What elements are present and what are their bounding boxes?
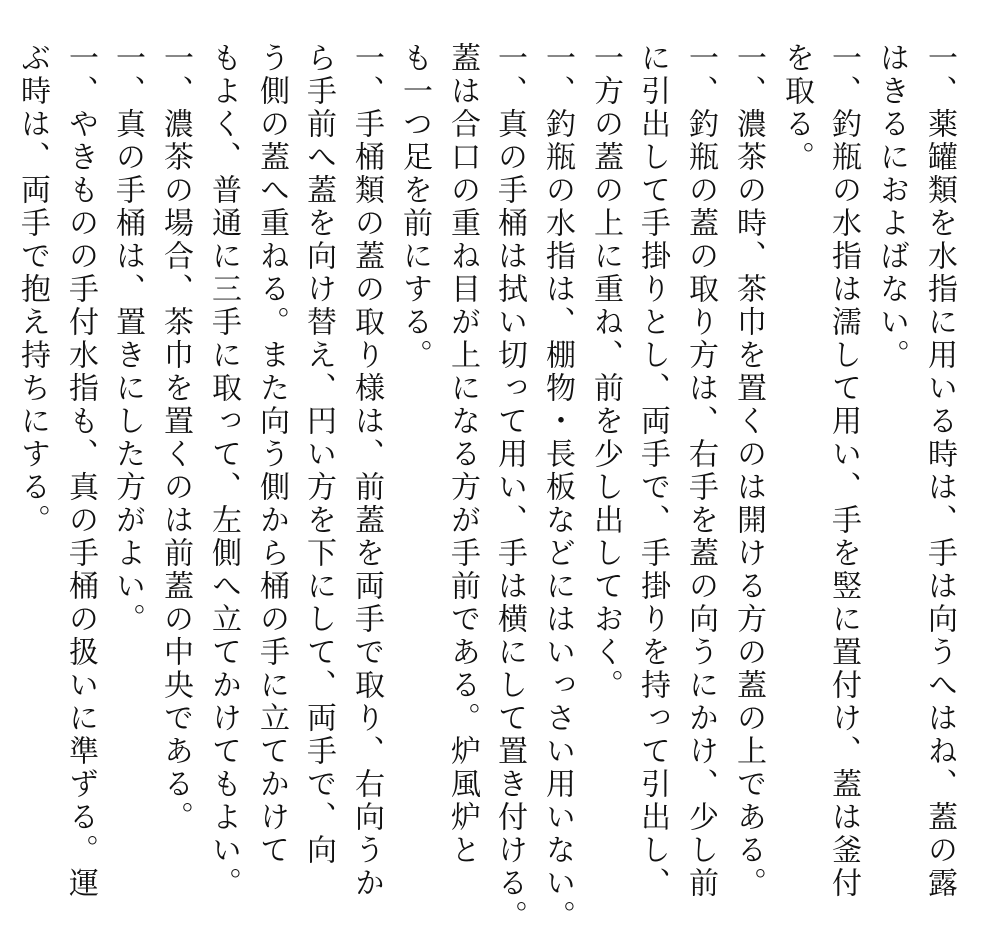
- text-column-7: に引出して手掛りとし、両手で、手掛りを持って引出し、: [635, 42, 670, 900]
- text-column-5: 一、濃茶の時、茶巾を置くのは開ける方の蓋の上である。: [731, 42, 766, 900]
- text-column-6: 一、釣瓶の蓋の取り方は、右手を蓋の向うにかけ、少し前: [683, 42, 718, 900]
- text-column-18: 一、真の手桶は、置きにした方がよい。: [110, 42, 145, 636]
- text-column-11: 蓋は合口の重ね目が上になる方が手前である。炉風炉と: [445, 42, 480, 867]
- text-column-3: 一、釣瓶の水指は濡して用い、手を竪に置付け、蓋は釜付: [826, 42, 861, 900]
- text-column-14: ら手前へ蓋を向け替え、円い方を下にして、両手で、向: [301, 42, 336, 867]
- text-column-12: も一つ足を前にする。: [397, 42, 432, 372]
- text-column-10: 一、真の手桶は拭い切って用い、手は横にして置き付ける。: [492, 42, 527, 933]
- text-column-15: う側の蓋へ重ねる。また向う側から桶の手に立てかけて: [254, 42, 289, 867]
- text-column-19: 一、やきものの手付水指も、真の手桶の扱いに準ずる。運: [63, 42, 98, 900]
- text-column-16: もよく、普通に三手に取って、左側へ立てかけてもよい。: [206, 42, 241, 900]
- text-column-1: 一、薬罐類を水指に用いる時は、手は向うへはね、蓋の露: [922, 42, 957, 900]
- text-column-13: 一、手桶類の蓋の取り様は、前蓋を両手で取り、右向うか: [349, 42, 384, 900]
- text-column-17: 一、濃茶の場合、茶巾を置くのは前蓋の中央である。: [158, 42, 193, 834]
- text-column-4: を取る。: [779, 42, 814, 174]
- text-column-8: 一方の蓋の上に重ね、前を少し出しておく。: [588, 42, 623, 702]
- text-column-9: 一、釣瓶の水指は、棚物・長板などにはいっさい用いない。: [540, 42, 575, 933]
- text-column-20: ぶ時は、両手で抱え持ちにする。: [15, 42, 50, 537]
- text-column-2: はきるにおよばない。: [874, 42, 909, 372]
